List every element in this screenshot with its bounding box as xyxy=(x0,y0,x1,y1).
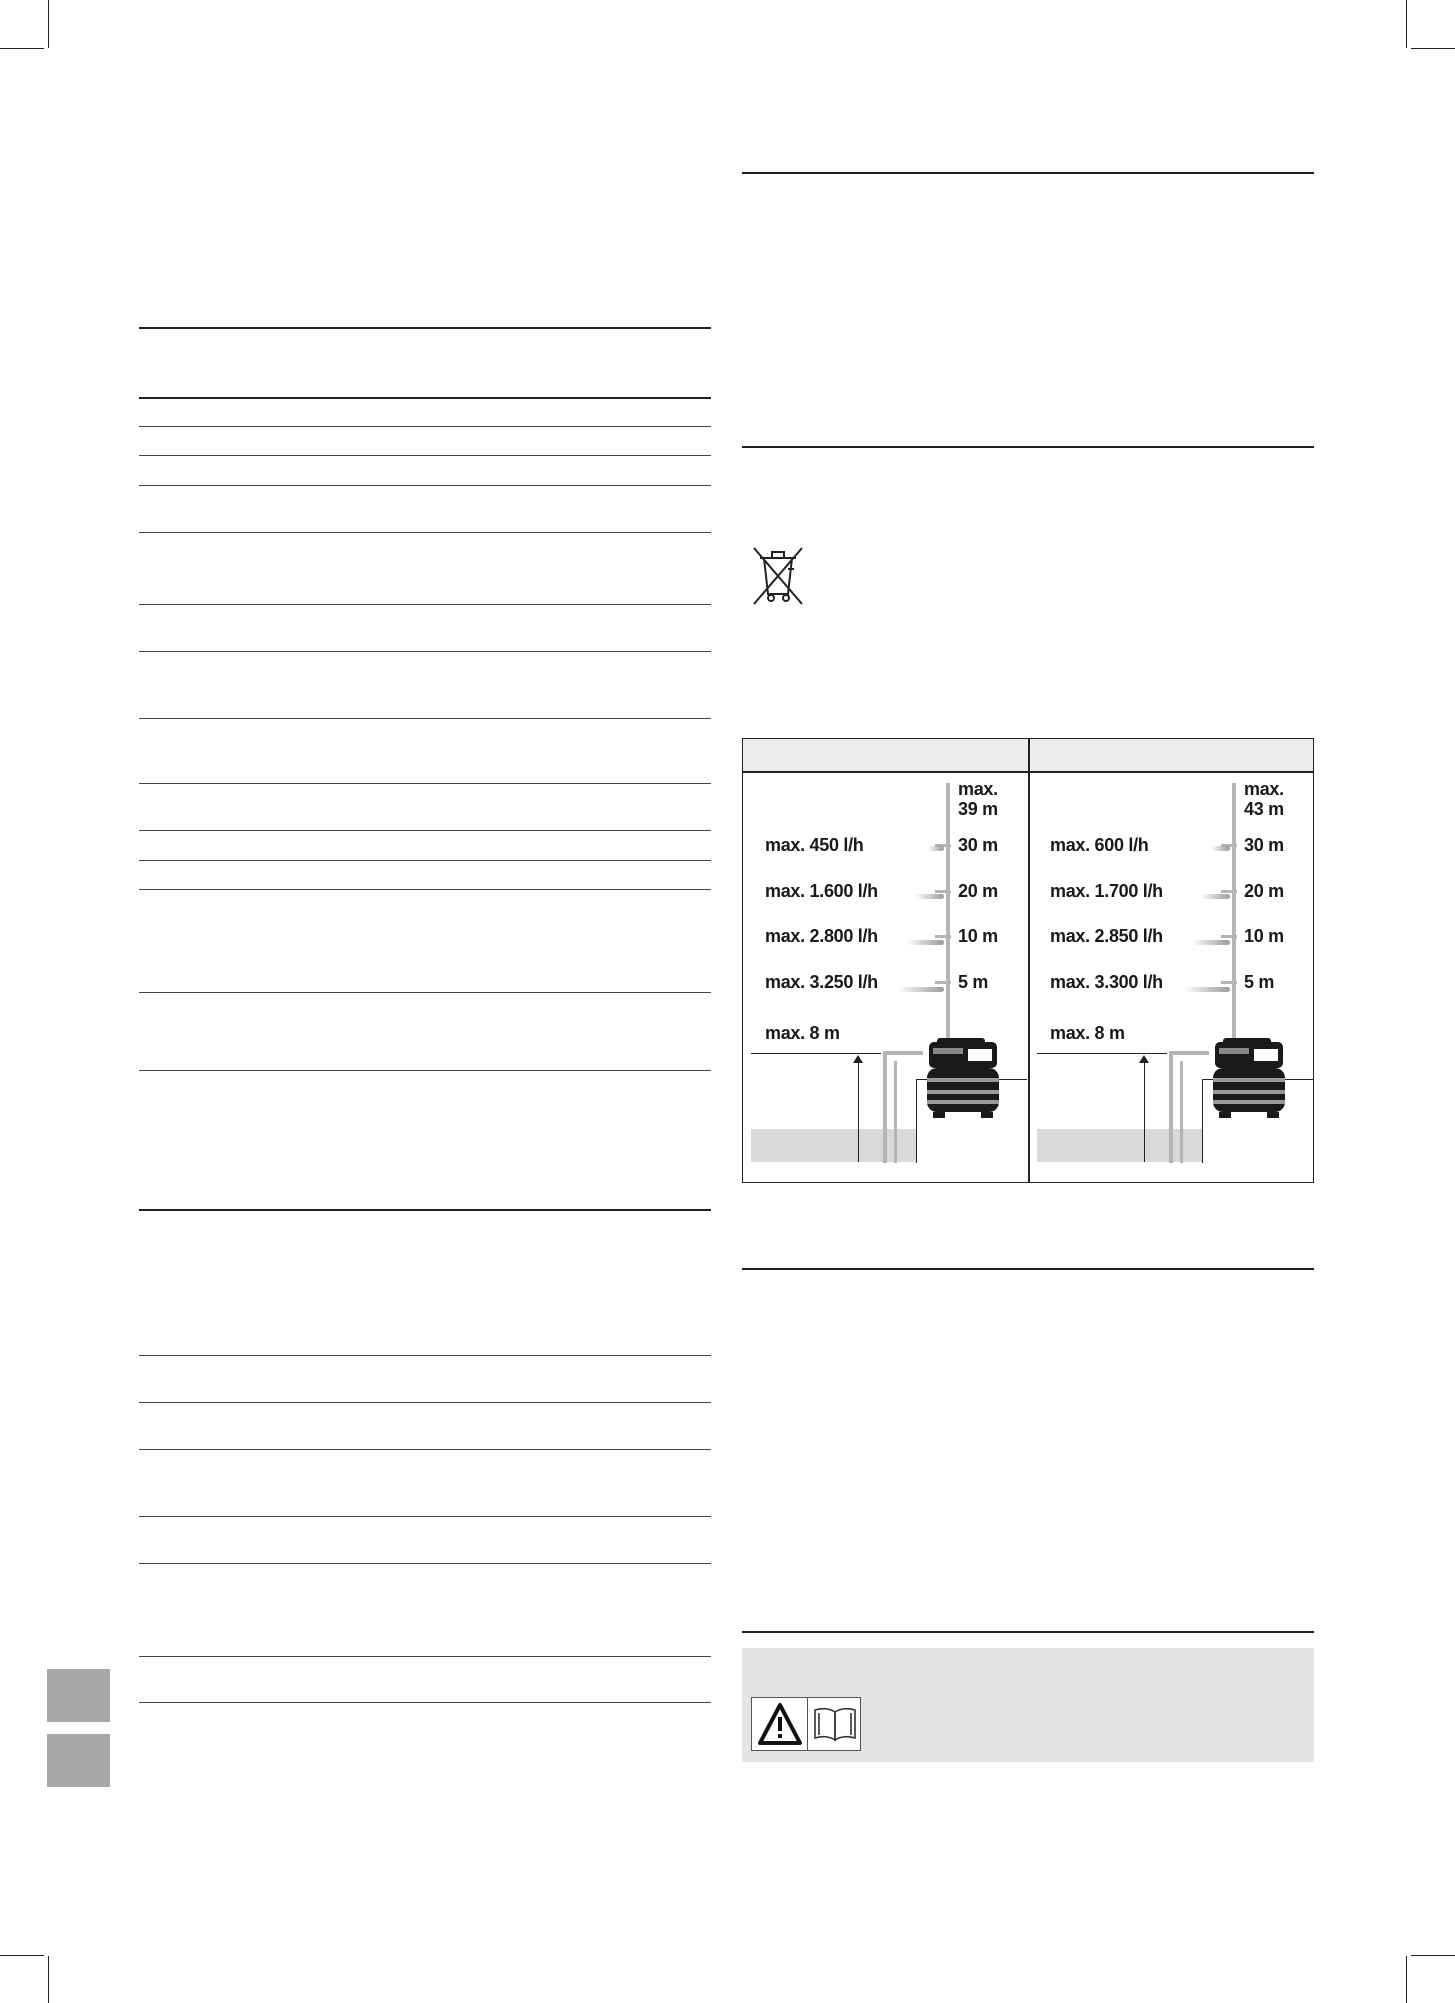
crop-mark xyxy=(48,0,49,48)
suction-arrow xyxy=(858,1057,859,1162)
table-rule xyxy=(139,830,711,831)
height-pole xyxy=(1232,783,1236,1041)
side-tab xyxy=(47,1734,110,1787)
table-rule xyxy=(139,604,711,605)
table-rule xyxy=(139,718,711,719)
flow-label: max. 1.700 l/h xyxy=(1050,881,1163,901)
table-rule xyxy=(139,1563,711,1564)
pole-tick xyxy=(1221,935,1237,938)
crop-mark xyxy=(1406,1956,1407,2003)
suction-pipe xyxy=(883,1051,887,1163)
table-rule xyxy=(139,1355,711,1356)
section-rule xyxy=(742,172,1314,174)
water-level xyxy=(1037,1129,1202,1162)
diagram-panel-left xyxy=(743,773,1027,1182)
flow-label: max. 3.250 l/h xyxy=(765,972,878,992)
safety-note-box xyxy=(742,1648,1314,1762)
flow-label: max. 2.800 l/h xyxy=(765,926,878,946)
water-jet-icon xyxy=(928,846,944,851)
suction-pipe xyxy=(894,1061,897,1163)
suction-arrow xyxy=(1144,1057,1145,1162)
table-rule xyxy=(139,1070,711,1071)
height-label: 5 m xyxy=(958,972,989,992)
safety-icons xyxy=(751,1697,861,1751)
warning-triangle-icon xyxy=(756,1701,804,1747)
water-jet-icon xyxy=(915,894,944,899)
table-rule xyxy=(139,1656,711,1657)
performance-diagram xyxy=(742,738,1314,1183)
water-jet-icon xyxy=(1192,940,1230,945)
suction-height-label: max. 8 m xyxy=(765,1023,840,1043)
crop-mark xyxy=(48,1956,49,2003)
crop-mark xyxy=(0,1955,44,1956)
suction-pipe xyxy=(883,1051,923,1055)
section-rule xyxy=(139,1209,711,1211)
table-rule xyxy=(139,1402,711,1403)
diagram-panel-right xyxy=(1029,773,1313,1182)
height-label: 10 m xyxy=(958,926,998,946)
section-rule xyxy=(139,327,711,329)
suction-pipe xyxy=(1169,1051,1209,1055)
suction-level-line xyxy=(751,1053,881,1054)
weee-icon xyxy=(748,544,808,606)
max-height-value: 43 m xyxy=(1244,799,1284,819)
max-height-label: max. xyxy=(958,779,998,799)
table-rule xyxy=(139,889,711,890)
pole-tick xyxy=(935,890,951,893)
suction-level-line xyxy=(1037,1053,1167,1054)
height-label: 30 m xyxy=(1244,835,1284,855)
height-pole xyxy=(946,783,950,1041)
table-rule xyxy=(139,1702,711,1703)
water-jet-icon xyxy=(1200,894,1230,899)
max-height-label: max. xyxy=(1244,779,1284,799)
crop-mark xyxy=(0,48,44,49)
flow-label: max. 2.850 l/h xyxy=(1050,926,1163,946)
height-label: 20 m xyxy=(1244,881,1284,901)
height-label: 20 m xyxy=(958,881,998,901)
pole-tick xyxy=(1221,890,1237,893)
pump-icon xyxy=(1209,1036,1289,1118)
open-book-icon xyxy=(811,1704,859,1744)
suction-height-label: max. 8 m xyxy=(1050,1023,1125,1043)
crop-mark xyxy=(1406,0,1407,48)
suction-pipe xyxy=(1169,1051,1173,1163)
pole-tick xyxy=(935,935,951,938)
icon-separator xyxy=(807,1698,808,1750)
flow-label: max. 450 l/h xyxy=(765,835,864,855)
table-rule xyxy=(139,455,711,456)
section-rule xyxy=(742,446,1314,448)
table-rule xyxy=(139,651,711,652)
pole-tick xyxy=(935,981,951,984)
section-rule xyxy=(742,1268,1314,1270)
max-height-value: 39 m xyxy=(958,799,998,819)
table-rule xyxy=(139,426,711,427)
water-jet-icon xyxy=(1211,846,1230,851)
water-jet-icon xyxy=(1184,987,1230,992)
suction-pipe xyxy=(1180,1061,1183,1163)
pole-tick xyxy=(1221,981,1237,984)
table-rule xyxy=(139,1516,711,1517)
water-jet-icon xyxy=(906,940,944,945)
ground-step xyxy=(1202,1079,1203,1163)
suction-arrow-head xyxy=(853,1055,863,1063)
crop-mark xyxy=(1411,1955,1455,1956)
ground-step xyxy=(916,1079,917,1163)
height-label: 10 m xyxy=(1244,926,1284,946)
flow-label: max. 3.300 l/h xyxy=(1050,972,1163,992)
table-rule xyxy=(139,532,711,533)
water-jet-icon xyxy=(898,987,944,992)
table-rule xyxy=(139,992,711,993)
table-rule xyxy=(139,397,711,399)
flow-label: max. 600 l/h xyxy=(1050,835,1149,855)
height-label: 30 m xyxy=(958,835,998,855)
side-tab xyxy=(47,1669,110,1722)
suction-arrow-head xyxy=(1139,1055,1149,1063)
table-rule xyxy=(139,860,711,861)
flow-label: max. 1.600 l/h xyxy=(765,881,878,901)
pump-icon xyxy=(923,1036,1003,1118)
crop-mark xyxy=(1411,48,1455,49)
section-rule xyxy=(742,1631,1314,1633)
height-label: 5 m xyxy=(1244,972,1275,992)
table-rule xyxy=(139,485,711,486)
table-rule xyxy=(139,783,711,784)
water-level xyxy=(751,1129,916,1162)
table-rule xyxy=(139,1449,711,1450)
